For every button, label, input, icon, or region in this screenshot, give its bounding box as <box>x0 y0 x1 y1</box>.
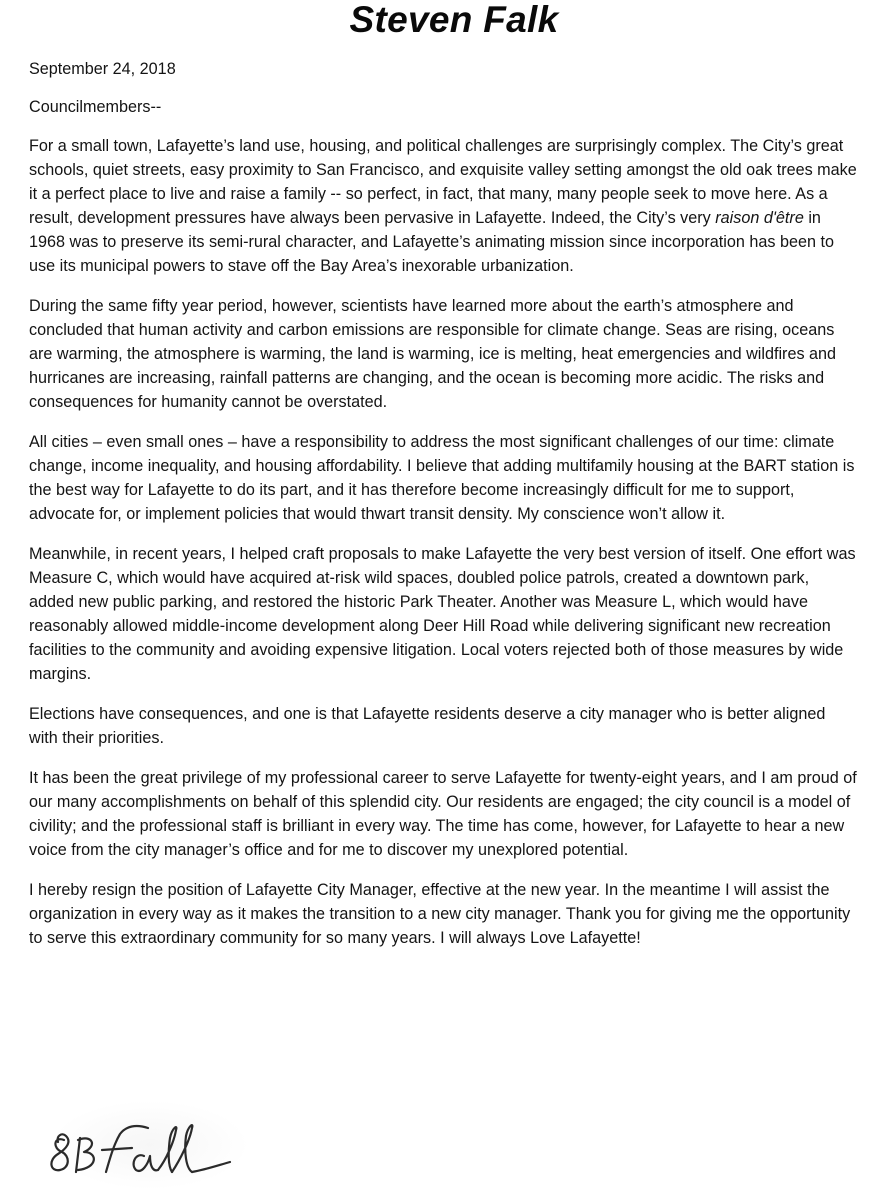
paragraph-1-text-before: For a small town, Lafayette’s land use, housing, and political challenges are surprisingly complex. The City’s great schools, quiet streets, easy proximity to San Francisco, and exquisite valley setting amongst the old oak trees make it a perfect place to live and raise a family -- so perfect, in fact, that many, many people seek to move here. As a result, development pressures have always been pervasive in Lafayette. Indeed, the City’s very <box>29 137 857 227</box>
signature-graphic <box>40 1098 270 1198</box>
letterhead <box>0 0 878 40</box>
paragraph-4: Meanwhile, in recent years, I helped craft proposals to make Lafayette the very best version of itself. One effort was Measure C, which would have acquired at-risk wild spaces, doubled police patrols, created a downtown park, added new public parking, and restored the historic Park Theater. Another was Measure L, which would have reasonably allowed middle-income development along Deer Hill Road while delivering significant new recreation facilities to the community and avoiding expensive litigation. Local voters rejected both of those measures by wide margins. <box>29 545 856 683</box>
paragraph-1-italic-phrase: raison d'être <box>715 209 804 227</box>
letter-date: September 24, 2018 <box>29 60 176 78</box>
letterhead-name: Steven Falk <box>349 0 559 40</box>
letter-body <box>29 57 857 950</box>
paragraph-6: It has been the great privilege of my professional career to serve Lafayette for twenty-eight years, and I am proud of our many accomplishments on behalf of this splendid city. Our residents are engaged; the city council is a model of civility; and the professional staff is brilliant in every way. The time has come, however, for Lafayette to hear a new voice from the city manager’s office and for me to discover my unexplored potential. <box>29 769 857 859</box>
letter-salutation: Councilmembers-- <box>29 98 162 116</box>
handwritten-signature <box>40 1098 270 1198</box>
paragraph-1-text-after: in 1968 was to preserve its semi-rural character, and Lafayette’s animating mission since incorporation has been to use its municipal powers to stave off the Bay Area’s inexorable urbanization. <box>29 209 835 275</box>
paragraph-2: During the same fifty year period, however, scientists have learned more about the earth’s atmosphere and concluded that human activity and carbon emissions are responsible for climate change. Seas are rising, oceans are warming, the atmosphere is warming, the land is warming, ice is melting, heat emergencies and wildfires and hurricanes are increasing, rainfall patterns are changing, and the ocean is becoming more acidic. The risks and consequences for humanity cannot be overstated. <box>29 297 837 411</box>
paragraph-3: All cities – even small ones – have a responsibility to address the most significant challenges of our time: climate change, income inequality, and housing affordability. I believe that adding multifamily housing at the BART station is the best way for Lafayette to do its part, and it has therefore become increasingly difficult for me to support, advocate for, or implement policies that would thwart transit density. My conscience won’t allow it. <box>29 433 855 523</box>
paragraph-5: Elections have consequences, and one is that Lafayette residents deserve a city manager who is better aligned with their priorities. <box>29 705 826 747</box>
paragraph-1 <box>29 134 857 278</box>
paragraph-7: I hereby resign the position of Lafayette City Manager, effective at the new year. In the meantime I will assist the organization in every way as it makes the transition to a new city manager. Thank you for giving me the opportunity to serve this extraordinary community for so many years. I will always Love Lafayette! <box>29 881 851 947</box>
